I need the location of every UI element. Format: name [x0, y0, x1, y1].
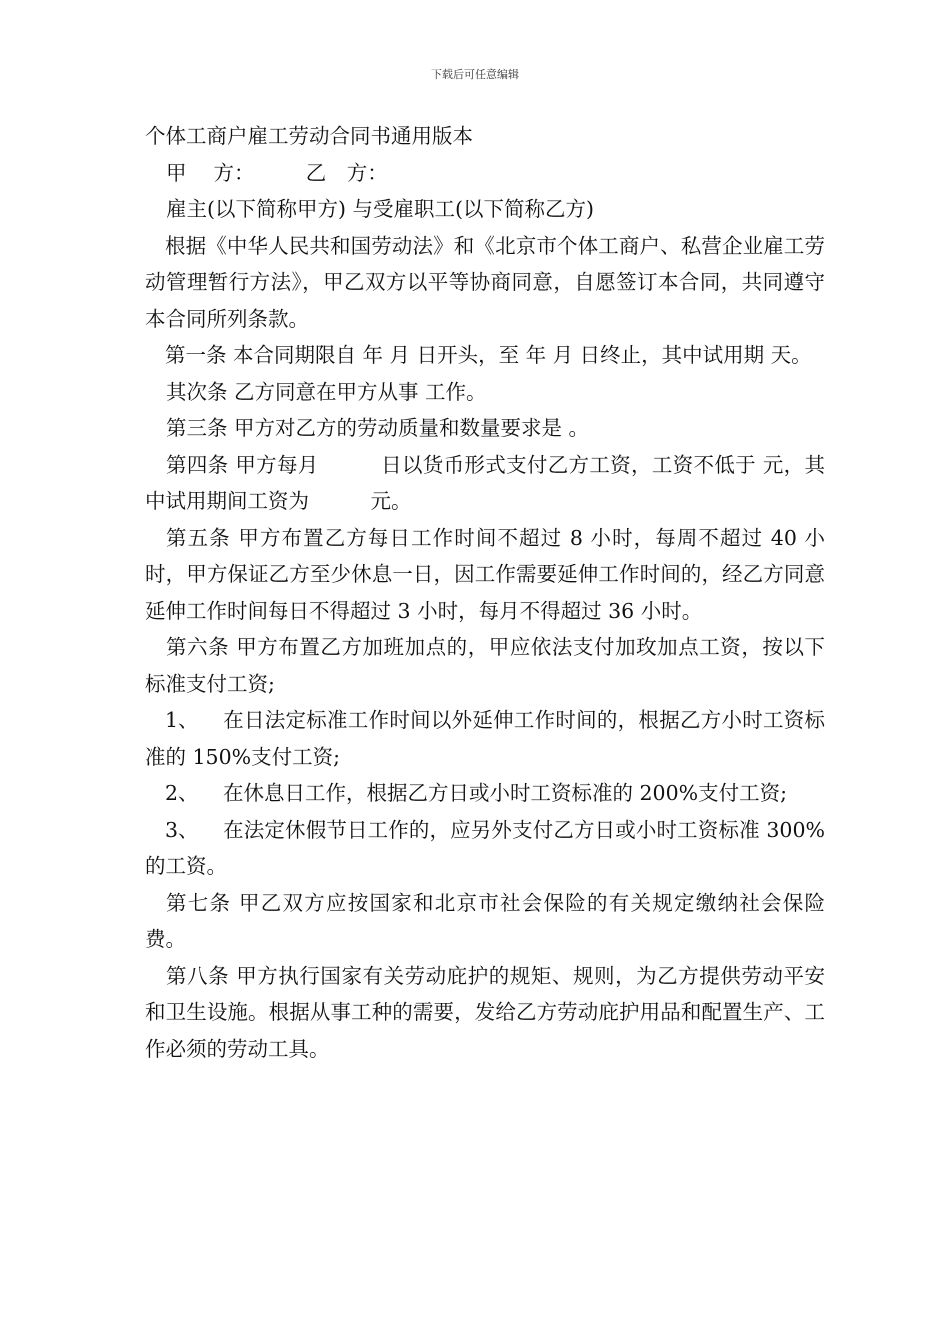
document-title: 个体工商户雇工劳动合同书通用版本 — [145, 124, 473, 148]
document-body — [145, 118, 825, 1067]
article-1: 第一条 本合同期限自 年 月 日开头，至 年 月 日终止，其中试用期 天。 — [165, 343, 812, 367]
page-header-note: 下载后可任意编辑 — [431, 68, 519, 81]
article-7: 第七条 甲乙双方应按国家和北京市社会保险的有关规定缴纳社会保险费。 — [145, 890, 825, 951]
list-item — [145, 702, 825, 775]
list-item — [145, 812, 825, 885]
parties-line: 甲 方： 乙 方： — [166, 160, 388, 185]
list-item-number: 1、 — [165, 708, 199, 732]
article-8: 第八条 甲方执行国家有关劳动庇护的规矩、规则，为乙方提供劳动平安和卫生设施。根据从事工种的需要，发给乙方劳动庇护用品和配置生产、工作必须的劳动工具。 — [145, 963, 825, 1061]
article-4: 第四条 甲方每月 日以货币形式支付乙方工资，工资不低于 元，其中试用期间工资为 元。 — [145, 452, 825, 513]
intro-line: 雇主(以下简称甲方) 与受雇职工(以下简称乙方) — [166, 197, 595, 221]
list-item-text: 在法定休假节日工作的，应另外支付乙方日或小时工资标准 300%的工资。 — [145, 817, 825, 878]
article-2: 其次条 乙方同意在甲方从事 工作。 — [166, 379, 487, 404]
article-3: 第三条 甲方对乙方的劳动质量和数量要求是 。 — [166, 416, 590, 440]
list-item — [145, 775, 825, 812]
preamble-paragraph: 根据《中华人民共和国劳动法》和《北京市个体工商户、私营企业雇工劳动管理暂行方法》，甲乙双方以平等协商同意，自愿签订本合同，共同遵守本合同所列条款。 — [145, 233, 825, 331]
list-item-text: 在休息日工作，根据乙方日或小时工资标准的 200%支付工资; — [223, 781, 788, 805]
article-6: 第六条 甲方布置乙方加班加点的，甲应依法支付加玫加点工资，按以下标准支付工资; — [145, 635, 825, 696]
list-item-number: 2、 — [165, 781, 199, 805]
list-item-text: 在日法定标准工作时间以外延伸工作时间的，根据乙方小时工资标准的 150%支付工资; — [145, 708, 825, 769]
list-item-number: 3、 — [165, 817, 199, 842]
article-5: 第五条 甲方布置乙方每日工作时间不超过 8 小时，每周不超过 40 小时，甲方保证乙方至少休息一日，因工作需要延伸工作时间的，经乙方同意延伸工作时间每日不得超过 3 小时，每月不得超过 36 小时。 — [145, 525, 825, 623]
